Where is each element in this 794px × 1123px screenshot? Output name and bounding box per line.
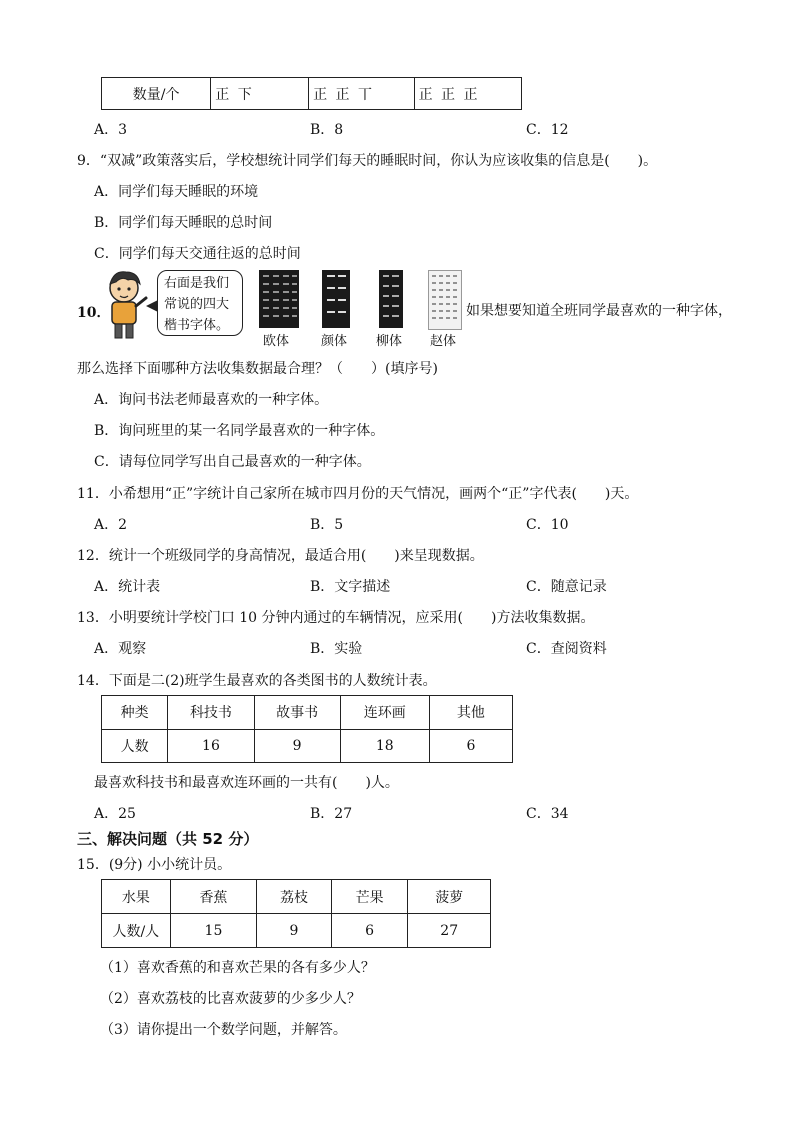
q8-option-c[interactable]: C．12 xyxy=(526,122,569,138)
q14-option-c[interactable]: C．34 xyxy=(526,806,569,822)
q9-stem: 9．“双减”政策落实后，学校想统计同学们每天的睡眠时间，你认为应该收集的信息是( )。 xyxy=(77,153,658,169)
table-cell: 15 xyxy=(170,914,257,948)
q11-stem: 11．小希想用“正”字统计自己家所在城市四月份的天气情况，画两个“正”字代表( )天。 xyxy=(77,486,639,502)
table-cell: 菠萝 xyxy=(408,880,491,914)
table-cell: 故事书 xyxy=(254,696,340,730)
q9-option-c[interactable]: C．同学们每天交通往返的总时间 xyxy=(94,246,301,262)
q9-option-a[interactable]: A．同学们每天睡眠的环境 xyxy=(94,184,259,200)
q14-stem: 14．下面是二(2)班学生最喜欢的各类图书的人数统计表。 xyxy=(77,673,437,689)
font-label-ou: 欧体 xyxy=(263,334,290,349)
boy-illustration xyxy=(100,268,150,340)
calligraphy-yan-image xyxy=(322,270,350,328)
q8-tally-3: 正 正 正 xyxy=(414,78,521,110)
font-label-liu: 柳体 xyxy=(376,334,403,349)
table-cell: 6 xyxy=(331,914,408,948)
q11-option-a[interactable]: A．2 xyxy=(94,517,128,533)
font-label-yan: 颜体 xyxy=(321,334,348,349)
q13-option-a[interactable]: A．观察 xyxy=(94,641,147,657)
table-cell: 人数/人 xyxy=(102,914,171,948)
table-cell: 连环画 xyxy=(340,696,429,730)
q14-book-table xyxy=(101,695,513,763)
q13-option-c[interactable]: C．查阅资料 xyxy=(526,641,607,657)
q14-option-b[interactable]: B．27 xyxy=(310,806,353,822)
q8-option-b[interactable]: B．8 xyxy=(310,122,344,138)
q12-option-c[interactable]: C．随意记录 xyxy=(526,579,607,595)
table-cell: 香蕉 xyxy=(170,880,257,914)
q15-sub1: （1）喜欢香蕉的和喜欢芒果的各有多少人？ xyxy=(100,960,375,976)
table-cell: 人数 xyxy=(102,729,168,763)
table-cell: 18 xyxy=(340,729,429,763)
q10-stem-line2: 那么选择下面哪种方法收集数据最合理？（ ）(填序号) xyxy=(77,361,438,377)
q11-option-b[interactable]: B．5 xyxy=(310,517,344,533)
q15-stem: 15．(9分) 小小统计员。 xyxy=(77,857,232,873)
q8-tally-1: 正 下 xyxy=(211,78,309,110)
table-cell: 科技书 xyxy=(168,696,254,730)
q10-option-a[interactable]: A．询问书法老师最喜欢的一种字体。 xyxy=(94,392,329,408)
section-3-title: 三、解决问题（共 52 分） xyxy=(77,830,259,848)
table-cell: 芒果 xyxy=(331,880,408,914)
table-cell: 种类 xyxy=(102,696,168,730)
q10-stem-tail: 如果想要知道全班同学最喜欢的一种字体， xyxy=(466,303,732,319)
q8-option-a[interactable]: A．3 xyxy=(94,122,128,138)
font-label-zhao: 赵体 xyxy=(430,334,457,349)
table-cell: 荔枝 xyxy=(257,880,332,914)
calligraphy-ou-image xyxy=(259,270,299,328)
q11-option-c[interactable]: C．10 xyxy=(526,517,569,533)
q8-tally-2: 正 正 丅 xyxy=(309,78,414,110)
q9-option-b[interactable]: B．同学们每天睡眠的总时间 xyxy=(94,215,273,231)
table-cell: 27 xyxy=(408,914,491,948)
q15-sub2: （2）喜欢荔枝的比喜欢菠萝的少多少人？ xyxy=(100,991,361,1007)
q8-table-label: 数量/个 xyxy=(102,78,211,110)
q8-tally-table xyxy=(101,77,522,110)
q14-question: 最喜欢科技书和最喜欢连环画的一共有( )人。 xyxy=(94,775,399,791)
q12-option-a[interactable]: A．统计表 xyxy=(94,579,161,595)
table-cell: 6 xyxy=(429,729,512,763)
q13-stem: 13．小明要统计学校门口 10 分钟内通过的车辆情况，应采用( )方法收集数据。 xyxy=(77,610,595,626)
speech-bubble: 右面是我们常说的四大楷书字体。 xyxy=(157,270,243,336)
q10-option-c[interactable]: C．请每位同学写出自己最喜欢的一种字体。 xyxy=(94,454,371,470)
q15-sub3: （3）请你提出一个数学问题，并解答。 xyxy=(100,1022,347,1038)
q12-stem: 12．统计一个班级同学的身高情况，最适合用( )来呈现数据。 xyxy=(77,548,484,564)
calligraphy-liu-image xyxy=(379,270,403,328)
q14-option-a[interactable]: A．25 xyxy=(94,806,136,822)
calligraphy-zhao-image xyxy=(428,270,462,330)
q10-number: 10． xyxy=(77,305,111,321)
table-cell: 9 xyxy=(254,729,340,763)
table-cell: 水果 xyxy=(102,880,171,914)
table-cell: 9 xyxy=(257,914,332,948)
table-cell: 其他 xyxy=(429,696,512,730)
q12-option-b[interactable]: B．文字描述 xyxy=(310,579,391,595)
q10-option-b[interactable]: B．询问班里的某一名同学最喜欢的一种字体。 xyxy=(94,423,385,439)
q15-fruit-table xyxy=(101,879,491,948)
q13-option-b[interactable]: B．实验 xyxy=(310,641,363,657)
table-cell: 16 xyxy=(168,729,254,763)
